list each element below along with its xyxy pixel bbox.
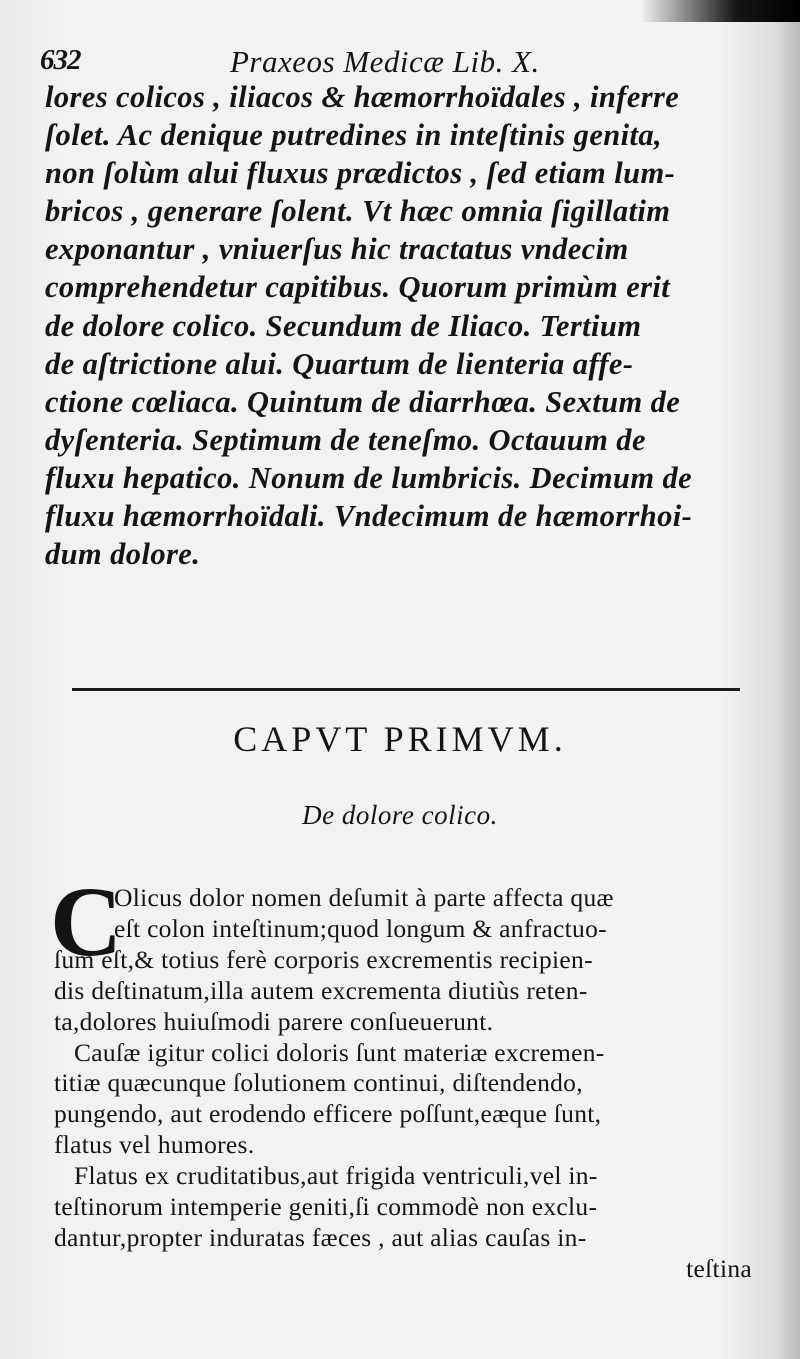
text-line: eſt colon inteſtinum;quod longum & anfractuo- [114,913,607,943]
text-line: ſolet. Ac denique putredines in inteſtinis genita, [45,118,663,153]
text-line: flatus vel humores. [54,1130,255,1160]
text-line: de aſtrictione alui. Quartum de lienteria affe- [45,346,634,381]
text-line: lores colicos , iliacos & hæmorrhoïdales , inferre [45,80,680,114]
chapter-title: CAPVT PRIMVM. [233,719,567,759]
intro-paragraph [45,78,767,573]
text-line: de dolore colico. Secundum de Iliaco. Tertium [45,308,642,343]
page-number: 632 [40,44,81,76]
text-line: Olicus dolor nomen deſumit à parte affecta quæ [114,883,614,912]
text-line: Cauſæ igitur colici doloris ſunt materiæ excremen- [74,1037,605,1067]
text-line: bricos , generare ſolent. Vt hæc omnia ſigillatim [45,194,671,229]
text-line: ctione cœliaca. Quintum de diarrhœa. Sextum de [45,384,681,419]
running-head: Praxeos Medicæ Lib. X. [230,44,540,79]
scan-edge-shadow [640,0,800,22]
text-line: teſtinorum intemperie geniti,ſi commodè non exclu- [54,1192,598,1222]
text-line: titiæ quæcunque ſolutionem continui, diſtendendo, [54,1068,583,1098]
text-line: fluxu hæmorrhoïdali. Vndecimum de hæmorrhoi- [45,499,693,534]
text-line: ſum eſt,& totius ferè corporis excrementis recipien- [54,944,593,974]
text-line: pungendo, aut erodendo efficere poſſunt,eæque ſunt, [54,1099,602,1129]
text-line: non ſolùm alui fluxus prædictos , ſed etiam lum- [45,156,676,191]
catchword: teſtina [686,1253,752,1283]
drop-cap: C [50,866,123,977]
text-line: Flatus ex cruditatibus,aut frigida ventriculi,vel in- [74,1161,598,1191]
text-line: dyſenteria. Septimum de teneſmo. Octauum de [45,422,646,457]
text-line: dum dolore. [45,537,201,572]
text-line: exponantur , vniuerſus hic tractatus vndecim [45,232,629,267]
chapter-body [54,883,766,1285]
section-divider [72,688,740,691]
text-line: dantur,propter induratas fæces , aut alias cauſas in- [54,1222,587,1252]
text-line: ta,dolores huiuſmodi parere conſueuerunt. [54,1006,494,1036]
text-line: dis deſtinatum,illa autem excrementa diutiùs reten- [54,975,588,1005]
text-line: fluxu hepatico. Nonum de lumbricis. Decimum de [45,460,693,495]
chapter-subtitle: De dolore colico. [302,800,498,830]
text-line: comprehendetur capitibus. Quorum primùm erit [45,270,671,305]
